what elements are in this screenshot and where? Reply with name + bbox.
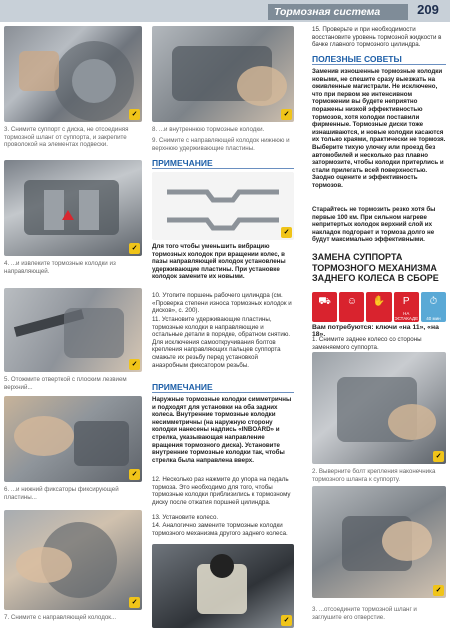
section-title-caliper: ЗАМЕНА СУППОРТА ТОРМОЗНОГО МЕХАНИЗМА ЗАДНЕГО КОЛЕСА В СБОРЕ — [312, 252, 439, 283]
photo-brake-hose-bolt — [312, 352, 446, 464]
section-title: Тормозная система — [268, 4, 408, 20]
note-heading-1: ПРИМЕЧАНИЕ — [152, 158, 294, 169]
brake-photo-illustration — [152, 26, 294, 122]
photo-caliper-removed — [4, 26, 142, 122]
photo-badge-icon: ✓ — [129, 597, 140, 608]
photo-badge-icon: ✓ — [129, 109, 140, 120]
step-10: 10. Утопите поршень рабочего цилиндра (см. «Проверка степени износа тормозных колодок и дисков», с. 200). — [152, 292, 292, 315]
page-number: 209 — [417, 2, 439, 17]
tool-icons-row — [312, 292, 446, 322]
note-text-2: Наружные тормозные колодки симметричны и подходят для установки на оба задних колеса. Внутренние тормозные колодки несимметричны (на наружную сторону колодки нанесены надпись «INBOARD» и стрелка, указывающая направление вращения тормозного диска). Установите внутренние тормозные колодки так, чтобы стрелка была направлена вверх. — [152, 396, 292, 464]
photo-remove-pad — [4, 510, 142, 610]
photo-screwdriver — [4, 288, 142, 372]
photo-hose-disconnect — [312, 486, 446, 598]
caption-step-8: 8. ...и внутреннюю тормозные колодки. — [152, 126, 265, 133]
caption-step-3: 3. Снимите суппорт с диска, не отсоединяя тормозной шланг от суппорта, и закрепите проволокой на элементах подвески. — [4, 126, 129, 149]
photo-inner-pads — [152, 26, 294, 122]
step-14: 14. Аналогично замените тормозные колодки тормозного механизма другого заднего колеса. — [152, 522, 288, 537]
brake-photo-illustration — [4, 396, 142, 482]
photo-badge-icon: ✓ — [281, 109, 292, 120]
brake-photo-illustration — [312, 486, 446, 598]
photo-lower-retainers — [4, 396, 142, 482]
caption-step-5: 5. Отожмите отверткой с плоским лезвием верхний... — [4, 376, 127, 391]
tips-paragraph-2: Старайтесь не тормозить резко хотя бы первые 100 км. При сильном нагреве непритертых колодок верхний слой их накладок подгорает и тормоза долго не будут максимально эффективными. — [312, 206, 436, 244]
tools-needed: Вам потребуются: ключи «на 11», «на 18». — [312, 324, 439, 338]
lift-icon: ⛟ — [312, 292, 337, 322]
photo-badge-icon: ✓ — [433, 585, 444, 596]
caption-step-r3: 3. ...отсоедините тормозной шланг и заглушите его отверстие. — [312, 606, 417, 621]
tips-heading: ПОЛЕЗНЫЕ СОВЕТЫ — [312, 54, 446, 65]
step-11: 11. Установите удерживающие пластины, тормозные колодки в направляющие и остальные детали в порядке, обратном снятию. Для исключения самооткручивания болтов крепления направляющих пальцев суппорта смажьте их резьбу перед установкой анаэробным фиксатором резьбы. — [152, 316, 291, 369]
step-r1: 1. Снимите заднее колесо со стороны заменяемого суппорта. — [312, 336, 422, 351]
caption-step-4: 4. ...и извлеките тормозные колодки из направляющей. — [4, 260, 116, 275]
parking-brake-icon: P НА ЭСТАКАДЕ — [394, 292, 419, 322]
photo-badge-icon: ✓ — [129, 243, 140, 254]
caption-step-7: 7. Снимите с направляющей колодок... — [4, 614, 117, 621]
photo-retaining-plates — [152, 172, 294, 240]
brake-photo-illustration — [312, 352, 446, 464]
note-text-1: Для того чтобы уменьшить вибрацию тормозных колодок при вращении колес, в пазы направляющей колодок установлены удерживающие пластины. При установке колодок замените их новыми. — [152, 243, 286, 281]
page-header — [0, 0, 450, 22]
brake-photo-illustration — [4, 510, 142, 610]
photo-badge-icon: ✓ — [281, 615, 292, 626]
photo-badge-icon: ✓ — [433, 451, 444, 462]
photo-fluid-reservoir — [152, 544, 294, 628]
step-12: 12. Несколько раз нажмите до упора на педаль тормоза. Это необходимо для того, чтобы тормозные колодки приблизились к тормозному диску после отжатия поршней цилиндра. — [152, 476, 291, 506]
tips-paragraph-1: Заменив изношенные тормозные колодки новыми, не спешите сразу выезжать на оживленные магистрали. Не исключено, что при первом же интенсивном торможении вы будете неприятно поражены низкой эффективностью тормозов, хотя колодки поставили фирменные. Тормозные диски тоже изнашиваются, и новые колодки касаются их только краями, практически не тормозя. Выберите тихую улочку или проезд без автомобилей и несколько раз плавно затормозите, чтобы колодки притерлись и стали прилегать всей поверхностью. Заодно оцените и эффективность тормозов. — [312, 68, 446, 189]
step-15: 15. Проверьте и при необходимости восстановите уровень тормозной жидкости в бачке главного тормозного цилиндра. — [312, 26, 442, 49]
photo-pads-removed — [4, 160, 142, 256]
step-13: 13. Установите колесо. — [152, 514, 219, 521]
caption-step-r2: 2. Выверните болт крепления наконечника тормозного шланга к суппорту. — [312, 468, 436, 483]
brake-photo-illustration — [152, 544, 294, 628]
caption-step-9: 9. Снимите с направляющей колодок нижнюю и верхнюю удерживающие пластины. — [152, 137, 290, 152]
brake-photo-illustration — [4, 288, 142, 372]
retaining-plates-illustration — [152, 172, 294, 240]
brake-photo-illustration — [4, 26, 142, 122]
gloves-icon: ✋ — [366, 292, 391, 322]
brake-photo-illustration — [4, 160, 142, 256]
photo-badge-icon: ✓ — [281, 227, 292, 238]
note-heading-2: ПРИМЕЧАНИЕ — [152, 382, 294, 393]
person-icon: ☺ — [339, 292, 364, 322]
time-icon: ⏱ 40 мин — [421, 292, 446, 322]
photo-badge-icon: ✓ — [129, 359, 140, 370]
photo-badge-icon: ✓ — [129, 469, 140, 480]
caption-step-6: 6. ...и нижний фиксаторы фиксирующей пластины... — [4, 486, 119, 501]
